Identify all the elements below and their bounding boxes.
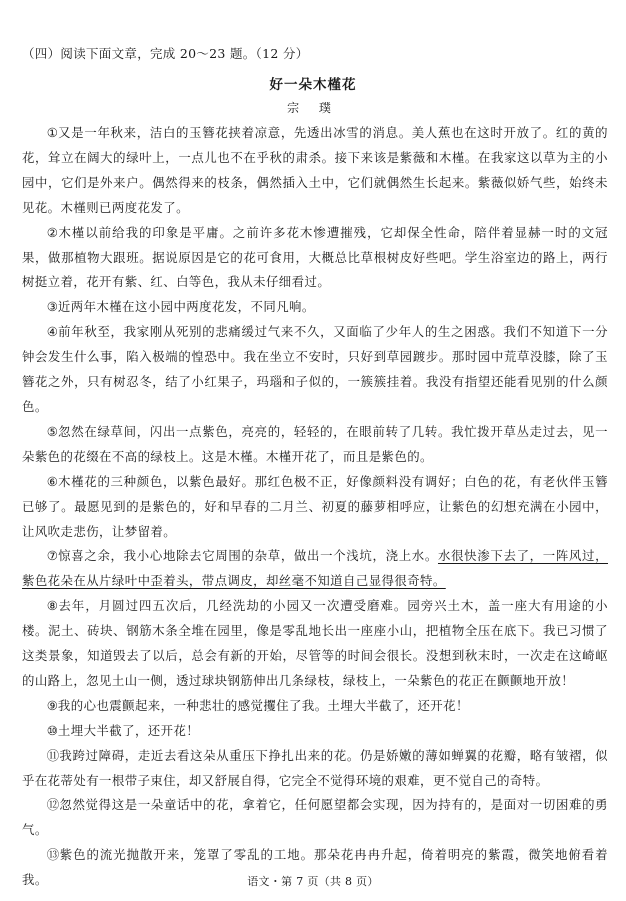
paragraph-2 bbox=[22, 221, 608, 296]
paragraph-number: ④ bbox=[46, 324, 59, 340]
paragraph-text: 我的心也震颤起来，一种悲壮的感觉攫住了我。土埋大半截了，还开花！ bbox=[57, 697, 469, 713]
paragraph-number: ⑫ bbox=[46, 797, 60, 813]
paragraph-text: 又是一年秋来，洁白的玉簪花挟着凉意，先透出冰雪的消息。美人蕉也在这时开放了。红的黄的花，耸立在阔大的绿叶上，一点儿也不在乎秋的肃杀。接下来该是紫薇和木槿。在我家这以草为主的小园中，它们是外来户。偶然得来的枝条，偶然插入土中，它们就偶然生长起来。紫薇似娇气些，始终未见花。木槿则已两度花发了。 bbox=[22, 125, 609, 215]
paragraph-1 bbox=[22, 121, 608, 221]
paragraph-8 bbox=[22, 594, 608, 694]
paragraph-text: 木槿以前给我的印象是平庸。之前许多花木惨遭摧残，它却保全性命，陪伴着显赫一时的文冠果，做那植物大跟班。据说原因是它的花可食用，大概总比草根树皮好些吧。学生浴室边的路上，两行树挺立着，花开有紫、红、白等色，我从未仔细看过。 bbox=[22, 224, 608, 290]
paragraph-text: 忽然觉得这是一朵童话中的花，拿着它，任何愿望都会实现，因为持有的，是面对一切困难的勇气。 bbox=[22, 797, 609, 838]
article-title: 好一朵木槿花 bbox=[269, 77, 357, 93]
paragraph-text: 去年，月圆过四五次后，几经洗劫的小园又一次遭受磨难。园旁兴土木，盖一座大有用途的小楼。泥土、砖块、钢筋木条全堆在园里，像是零乱地长出一座座小山，把植物全压在底下。我已习惯了这类景象，知道毁去了以后，总会有新的开始，尽管等的时间会很长。没想到秋末时，一次走在这崎岖的山路上，忽见土山一侧，透过球块钢筋伸出几条绿枝，绿枝上，一朵紫色的花正在颤颤地开放！ bbox=[22, 598, 608, 688]
article-body bbox=[22, 121, 608, 893]
paragraph-text: 紫色的流光抛散开来，笼罩了零乱的工地。那朵花冉冉升起，倚着明亮的紫霞，微笑地俯看着我。 bbox=[22, 847, 608, 888]
paragraph-12 bbox=[22, 793, 608, 843]
paragraph-9 bbox=[22, 694, 608, 719]
paragraph-number: ⑤ bbox=[46, 423, 59, 439]
paragraph-number: ⑬ bbox=[46, 847, 60, 863]
paragraph-number: ① bbox=[46, 125, 59, 140]
paragraph-3 bbox=[22, 295, 608, 320]
paragraph-text: 前年秋至，我家刚从死别的悲痛缓过气来不久，又面临了少年人的生之困惑。我们不知道下一分钟会发生什么事，陷入极端的惶恐中。我在坐立不安时，只好到草园踱步。那时园中荒草没膝，除了玉簪花之外，只有树忍冬，结了小红果子，玛瑙和子似的，一簇簇挂着。我没有指望还能看见别的什么颜色。 bbox=[22, 324, 609, 414]
paragraph-10 bbox=[22, 719, 608, 744]
underlined-passage: 水很快渗下去了，一阵风过，紫色花朵在从片绿叶中歪着头，带点调皮，却丝毫不知道自己显得很奇特。 bbox=[22, 548, 608, 589]
paragraph-number: ⑪ bbox=[46, 747, 60, 763]
paragraph-text: 近两年木槿在这小园中两度花发，不同凡响。 bbox=[57, 299, 315, 315]
paragraph-11 bbox=[22, 744, 608, 794]
paragraph-text: 土埋大半截了，还开花！ bbox=[57, 722, 200, 738]
paragraph-number: ② bbox=[46, 224, 59, 240]
paragraph-text: 忽然在绿草间，闪出一点紫色，亮亮的，轻轻的，在眼前转了几转。我忙拨开草丛走过去，见一朵紫色的花缀在不高的绿枝上。这是木槿。木槿开花了，而且是紫色的。 bbox=[22, 423, 609, 464]
paragraph-text: 木槿花的三种颜色，以紫色最好。那红色极不正，好像颜料没有调好；白色的花，有老伙伴玉簪已够了。最愿见到的是紫色的，好和早春的二月兰、初夏的藤萝相呼应，让紫色的幻想充满在小园中，让风吹走悲伤，让梦留着。 bbox=[22, 473, 609, 539]
paragraph-number: ⑨ bbox=[46, 697, 58, 713]
paragraph-number: ⑥ bbox=[46, 473, 59, 489]
paragraph-7 bbox=[22, 544, 608, 594]
paragraph-4 bbox=[22, 320, 608, 420]
paragraph-text: 我跨过障碍，走近去看这朵从重压下挣扎出来的花。仍是娇嫩的薄如蝉翼的花瓣，略有皱褶，似乎在花蒂处有一根带子束住，却又舒展自得，它完全不觉得环境的艰难，更不觉自己的奇特。 bbox=[22, 747, 609, 788]
paragraph-number: ⑦ bbox=[46, 548, 59, 564]
paragraph-number: ③ bbox=[46, 299, 58, 315]
paragraph-number: ⑧ bbox=[46, 598, 59, 614]
paragraph-5 bbox=[22, 420, 608, 470]
page-footer: 语文・第 7 页（共 8 页） bbox=[247, 875, 379, 888]
paragraph-number: ⑩ bbox=[46, 722, 58, 738]
paragraph-text: 惊喜之余，我小心地除去它周围的杂草，做出一个浅坑，浇上水。 bbox=[58, 548, 438, 564]
paragraph-6 bbox=[22, 470, 608, 545]
article-author: 宗 璞 bbox=[287, 101, 339, 115]
section-instruction: （四）阅读下面文章，完成 20～23 题。（12 分） bbox=[22, 46, 309, 61]
